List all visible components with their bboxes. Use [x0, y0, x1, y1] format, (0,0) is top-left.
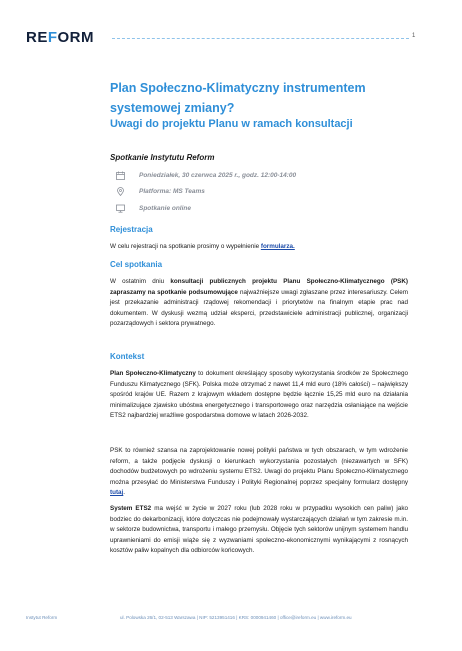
logo-text-2: F — [47, 29, 58, 46]
footer-org: Instytut Reform — [26, 615, 58, 620]
goal-text: W ostatnim dniu konsultacji publicznych projektu Planu Społeczno-Klimatycznego (PSK) zapraszamy na spotkanie podsumowujące najważniejsze uwagi zgłaszane przez interesariuszy. Celem jest przekazanie administracji rządowej rekomendacji i priorytetów na finalnym etapie prac nad dokumentem. W dyskusji wezmą udział eksperci, przedstawiciele administracji publicznej, organizacji pozarządowych i sektora prywatnego. — [110, 278, 409, 327]
form-link-tutaj[interactable]: tutaj — [110, 489, 124, 496]
meeting-mode-row — [116, 204, 191, 213]
meeting-date-row — [116, 171, 296, 180]
logo — [26, 29, 94, 46]
meeting-mode: Spotkanie online — [139, 205, 192, 212]
meeting-date: Poniedziałek, 30 czerwca 2025 r., godz. 12:00-14:00 — [139, 172, 297, 179]
registration-text: W celu rejestracji na spotkanie prosimy o wypełnienie formularza. — [110, 243, 295, 250]
logo-text-1: RE — [26, 29, 48, 46]
meeting-platform-row — [116, 187, 205, 196]
calendar-icon — [116, 171, 125, 180]
monitor-icon — [116, 204, 125, 213]
document-title: Plan Społeczno-Klimatyczny instrumentem systemowej zmiany? — [110, 81, 366, 115]
registration-form-link[interactable]: formularza. — [260, 243, 295, 250]
context-paragraph-2: PSK to również szansa na zaprojektowanie nowej polityki państwa w tych obszarach, w tym wdrożenie reform, a także podjęcie dyskusji o kierunkach wykorzystania pozostałych (niezawartych w SFK) dochodów budżetowych po wdrożeniu systemu ETS2. Uwagi do projektu Planu Społeczno-Klimatycznego można przesyłać do Ministerstwa Funduszy i Polityki Regionalnej poprzez specjalny formularz dostępny tutaj. — [110, 447, 408, 496]
footer-address: ul. Polowska 26/1, 02-513 Warszawa | NIP: 5213951416 | KRS: 0000941460 | office@ireform.eu | www.ireform.eu — [120, 615, 352, 620]
context-paragraph-1: Plan Społeczno-Klimatyczny to dokument określający sposoby wykorzystania środków ze Społecznego Funduszu Klimatycznego (SFK). Polska może otrzymać z nawet 11,4 mld euro (18% całości) – największy spośród krajów UE. Razem z krajowym wkładem dostępne będzie łącznie 15,25 mld euro na działania minimalizujące zjawisko ubóstwa energetycznego i transportowego oraz narzędzia osłaniające na wejście ETS2 najbardziej wrażliwe gospodarstwa domowe w latach 2026-2032. — [110, 370, 408, 419]
header-divider — [112, 38, 409, 39]
context-heading: Kontekst — [110, 352, 145, 361]
goal-heading: Cel spotkania — [110, 260, 163, 269]
document-subtitle: Uwagi do projektu Planu w ramach konsultacji — [110, 118, 353, 130]
location-pin-icon — [116, 187, 125, 196]
page-number: 1 — [412, 33, 416, 39]
registration-heading: Rejestracja — [110, 225, 153, 234]
meeting-platform: Platforma: MS Teams — [139, 188, 205, 195]
context-paragraph-3: System ETS2 ma wejść w życie w 2027 roku (lub 2028 roku w przypadku wysokich cen paliw) jako bodziec do dekarbonizacji, które dotyczcas nie podejmowały wystarczających działań w tym zakresie m.in. w sektorze budownictwa, transportu i małego przemysłu. Objęcie tych sektorów unijnym systemem handlu uprawnieniami do emisji wiąże się z wyzwaniami społeczno-ekonomicznymi wynikającymi z rosnących kosztów paliw kopalnych dla odbiorców końcowych. — [110, 505, 408, 554]
meeting-title: Spotkanie Instytutu Reform — [110, 153, 215, 162]
logo-text-3: ORM — [57, 29, 95, 46]
